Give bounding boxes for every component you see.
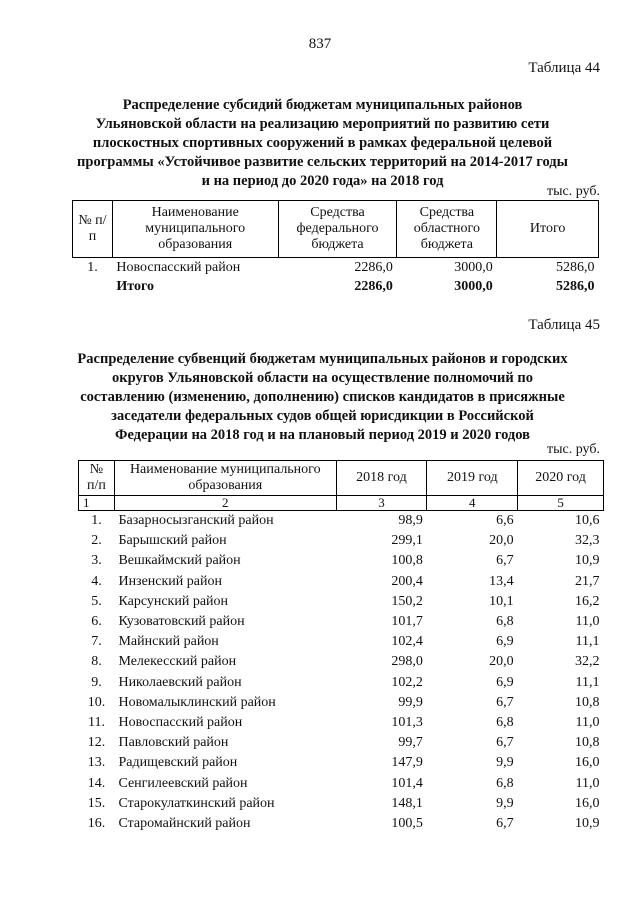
cell-y2019: 6,7	[496, 815, 514, 831]
cell-y2018: 99,9	[398, 694, 423, 710]
table-row	[79, 733, 604, 753]
cell-num: 10.	[87, 694, 106, 710]
cell-y2020: 10,9	[575, 815, 600, 831]
page-number: 837	[308, 36, 332, 52]
table-row	[79, 511, 604, 532]
cell-y2018: 147,9	[391, 755, 423, 771]
total-label: Итого	[116, 279, 154, 294]
cell-name: Новоспасский район	[118, 714, 243, 730]
table-row	[79, 673, 604, 693]
cell-y2019: 6,8	[496, 775, 514, 791]
cell-name: Николаевский район	[118, 674, 242, 690]
cell-num: 2.	[91, 533, 102, 549]
table-row	[79, 531, 604, 551]
cell-y2020: 10,8	[575, 694, 600, 710]
cell-name: Карсунский район	[118, 593, 229, 609]
table-44-header-row	[73, 201, 599, 258]
cell-y2018: 200,4	[391, 573, 423, 589]
header-name: Наименование муниципального образования	[114, 461, 336, 496]
table-44-units: тыс. руб.	[547, 184, 600, 199]
column-number-row	[79, 496, 604, 511]
table-row	[79, 773, 604, 793]
col-number: 2	[114, 496, 336, 511]
cell-y2018: 101,4	[391, 775, 423, 791]
table-44-label: Таблица 44	[528, 60, 600, 76]
table-45-header-row	[79, 461, 604, 496]
cell-y2018: 100,8	[391, 553, 423, 569]
header-num: № п/п	[79, 461, 115, 496]
header-regional: Средства областного бюджета	[397, 201, 497, 258]
cell-name: Вешкаймский район	[118, 553, 241, 569]
cell-y2018: 148,1	[391, 795, 423, 811]
cell-y2019: 6,9	[496, 674, 514, 690]
cell-num: 12.	[87, 735, 106, 751]
table-45-label: Таблица 45	[528, 317, 600, 333]
table-45-units: тыс. руб.	[547, 442, 600, 457]
cell-y2020: 16,0	[575, 755, 600, 771]
cell-y2020: 10,9	[575, 553, 600, 569]
table-44-title: Распределение субсидий бюджетам муниципальных районов Ульяновской области на реализацию мероприятий по развитию сети плоскостных спортивных сооружений в рамках федеральной целевой программы «Устойчивое развитие сельских территорий на 2014-2017 годы и на период до 2020 года» на 2018 год	[77, 97, 568, 189]
col-number: 3	[336, 496, 427, 511]
table-row	[79, 592, 604, 612]
total-total: 5286,0	[556, 279, 595, 294]
cell-num: 6.	[91, 614, 102, 630]
cell-y2018: 98,9	[398, 513, 423, 529]
table-row	[79, 632, 604, 652]
table-row	[79, 753, 604, 773]
cell-y2018: 299,1	[391, 533, 423, 549]
cell-num: 16.	[87, 815, 106, 831]
cell-y2020: 32,2	[575, 654, 600, 670]
header-2018: 2018 год	[336, 461, 427, 496]
cell-y2018: 99,7	[398, 735, 423, 751]
cell-y2020: 21,7	[575, 573, 600, 589]
cell-y2019: 6,7	[496, 735, 514, 751]
cell-num: 8.	[91, 654, 102, 670]
cell-name: Мелекесский район	[118, 654, 237, 670]
cell-y2018: 150,2	[391, 593, 423, 609]
table-row	[79, 612, 604, 632]
cell-num: 5.	[91, 593, 102, 609]
cell-y2020: 32,3	[575, 533, 600, 549]
cell-name: Базарносызганский район	[118, 513, 274, 529]
cell-y2020: 11,0	[575, 614, 600, 630]
cell-num: 13.	[87, 755, 106, 771]
cell-name: Старокулаткинский район	[118, 795, 275, 811]
cell-num: 4.	[91, 573, 102, 589]
header-2019: 2019 год	[427, 461, 518, 496]
total-federal: 2286,0	[354, 279, 393, 294]
cell-num: 14.	[87, 775, 106, 791]
cell-y2019: 20,0	[489, 654, 514, 670]
cell-name: Инзенский район	[118, 573, 222, 589]
table-45-title: Распределение субвенций бюджетам муниципальных районов и городских округов Ульяновской области на осуществление полномочий по составлению (изменению, дополнению) списков кандидатов в присяжные заседатели федеральных судов общей юрисдикции в Российской Федерации на 2018 год и на плановый период 2019 и 2020 годов	[77, 351, 568, 443]
cell-num: 11.	[87, 714, 105, 730]
table-row	[79, 794, 604, 814]
row-num: 1.	[87, 260, 98, 275]
header-federal: Средства федерального бюджета	[278, 201, 397, 258]
col-number: 1	[79, 496, 115, 511]
table-row	[79, 713, 604, 733]
cell-name: Сенгилеевский район	[118, 775, 248, 791]
table-45	[78, 460, 604, 834]
col-number: 5	[518, 496, 604, 511]
cell-y2019: 6,8	[496, 714, 514, 730]
cell-y2020: 11,1	[575, 674, 600, 690]
cell-num: 3.	[91, 553, 102, 569]
row-regional: 3000,0	[454, 260, 493, 275]
cell-y2019: 13,4	[489, 573, 514, 589]
header-total: Итого	[497, 201, 599, 258]
cell-name: Старомайнский район	[118, 815, 251, 831]
header-num: № п/п	[73, 201, 113, 258]
cell-name: Павловский район	[118, 735, 229, 751]
cell-y2018: 102,2	[391, 674, 423, 690]
table-row	[73, 258, 599, 278]
cell-y2019: 6,8	[496, 614, 514, 630]
cell-y2020: 10,6	[575, 513, 600, 529]
cell-y2020: 11,1	[575, 634, 600, 650]
cell-num: 1.	[91, 513, 102, 529]
row-federal: 2286,0	[354, 260, 393, 275]
cell-y2019: 6,9	[496, 634, 514, 650]
table-row	[79, 814, 604, 834]
cell-y2020: 11,0	[575, 775, 600, 791]
row-name: Новоспасский район	[116, 260, 241, 275]
cell-num: 9.	[91, 674, 102, 690]
cell-name: Кузоватовский район	[118, 614, 245, 630]
cell-name: Майнский район	[118, 634, 219, 650]
cell-y2019: 6,6	[496, 513, 514, 529]
cell-name: Барышский район	[118, 533, 227, 549]
cell-y2018: 102,4	[391, 634, 423, 650]
cell-y2020: 16,2	[575, 593, 600, 609]
cell-y2019: 6,7	[496, 694, 514, 710]
cell-y2019: 20,0	[489, 533, 514, 549]
cell-y2019: 9,9	[496, 795, 514, 811]
table-row	[79, 551, 604, 571]
col-number: 4	[427, 496, 518, 511]
row-total: 5286,0	[556, 260, 595, 275]
table-row	[79, 693, 604, 713]
cell-num: 7.	[91, 634, 102, 650]
cell-y2020: 16,0	[575, 795, 600, 811]
cell-num: 15.	[87, 795, 106, 811]
cell-y2018: 101,3	[391, 714, 423, 730]
table-row	[79, 572, 604, 592]
header-2020: 2020 год	[518, 461, 604, 496]
table-44	[72, 200, 599, 296]
header-name: Наименование муниципального образования	[112, 201, 278, 258]
cell-y2019: 10,1	[489, 593, 514, 609]
cell-y2020: 11,0	[575, 714, 600, 730]
cell-y2018: 298,0	[391, 654, 423, 670]
cell-y2020: 10,8	[575, 735, 600, 751]
cell-name: Новомалыклинский район	[118, 694, 276, 710]
total-row	[73, 277, 599, 296]
table-row	[79, 652, 604, 672]
total-regional: 3000,0	[454, 279, 493, 294]
cell-y2019: 9,9	[496, 755, 514, 771]
cell-name: Радищевский район	[118, 755, 238, 771]
cell-y2018: 101,7	[391, 614, 423, 630]
cell-y2019: 6,7	[496, 553, 514, 569]
cell-y2018: 100,5	[391, 815, 423, 831]
